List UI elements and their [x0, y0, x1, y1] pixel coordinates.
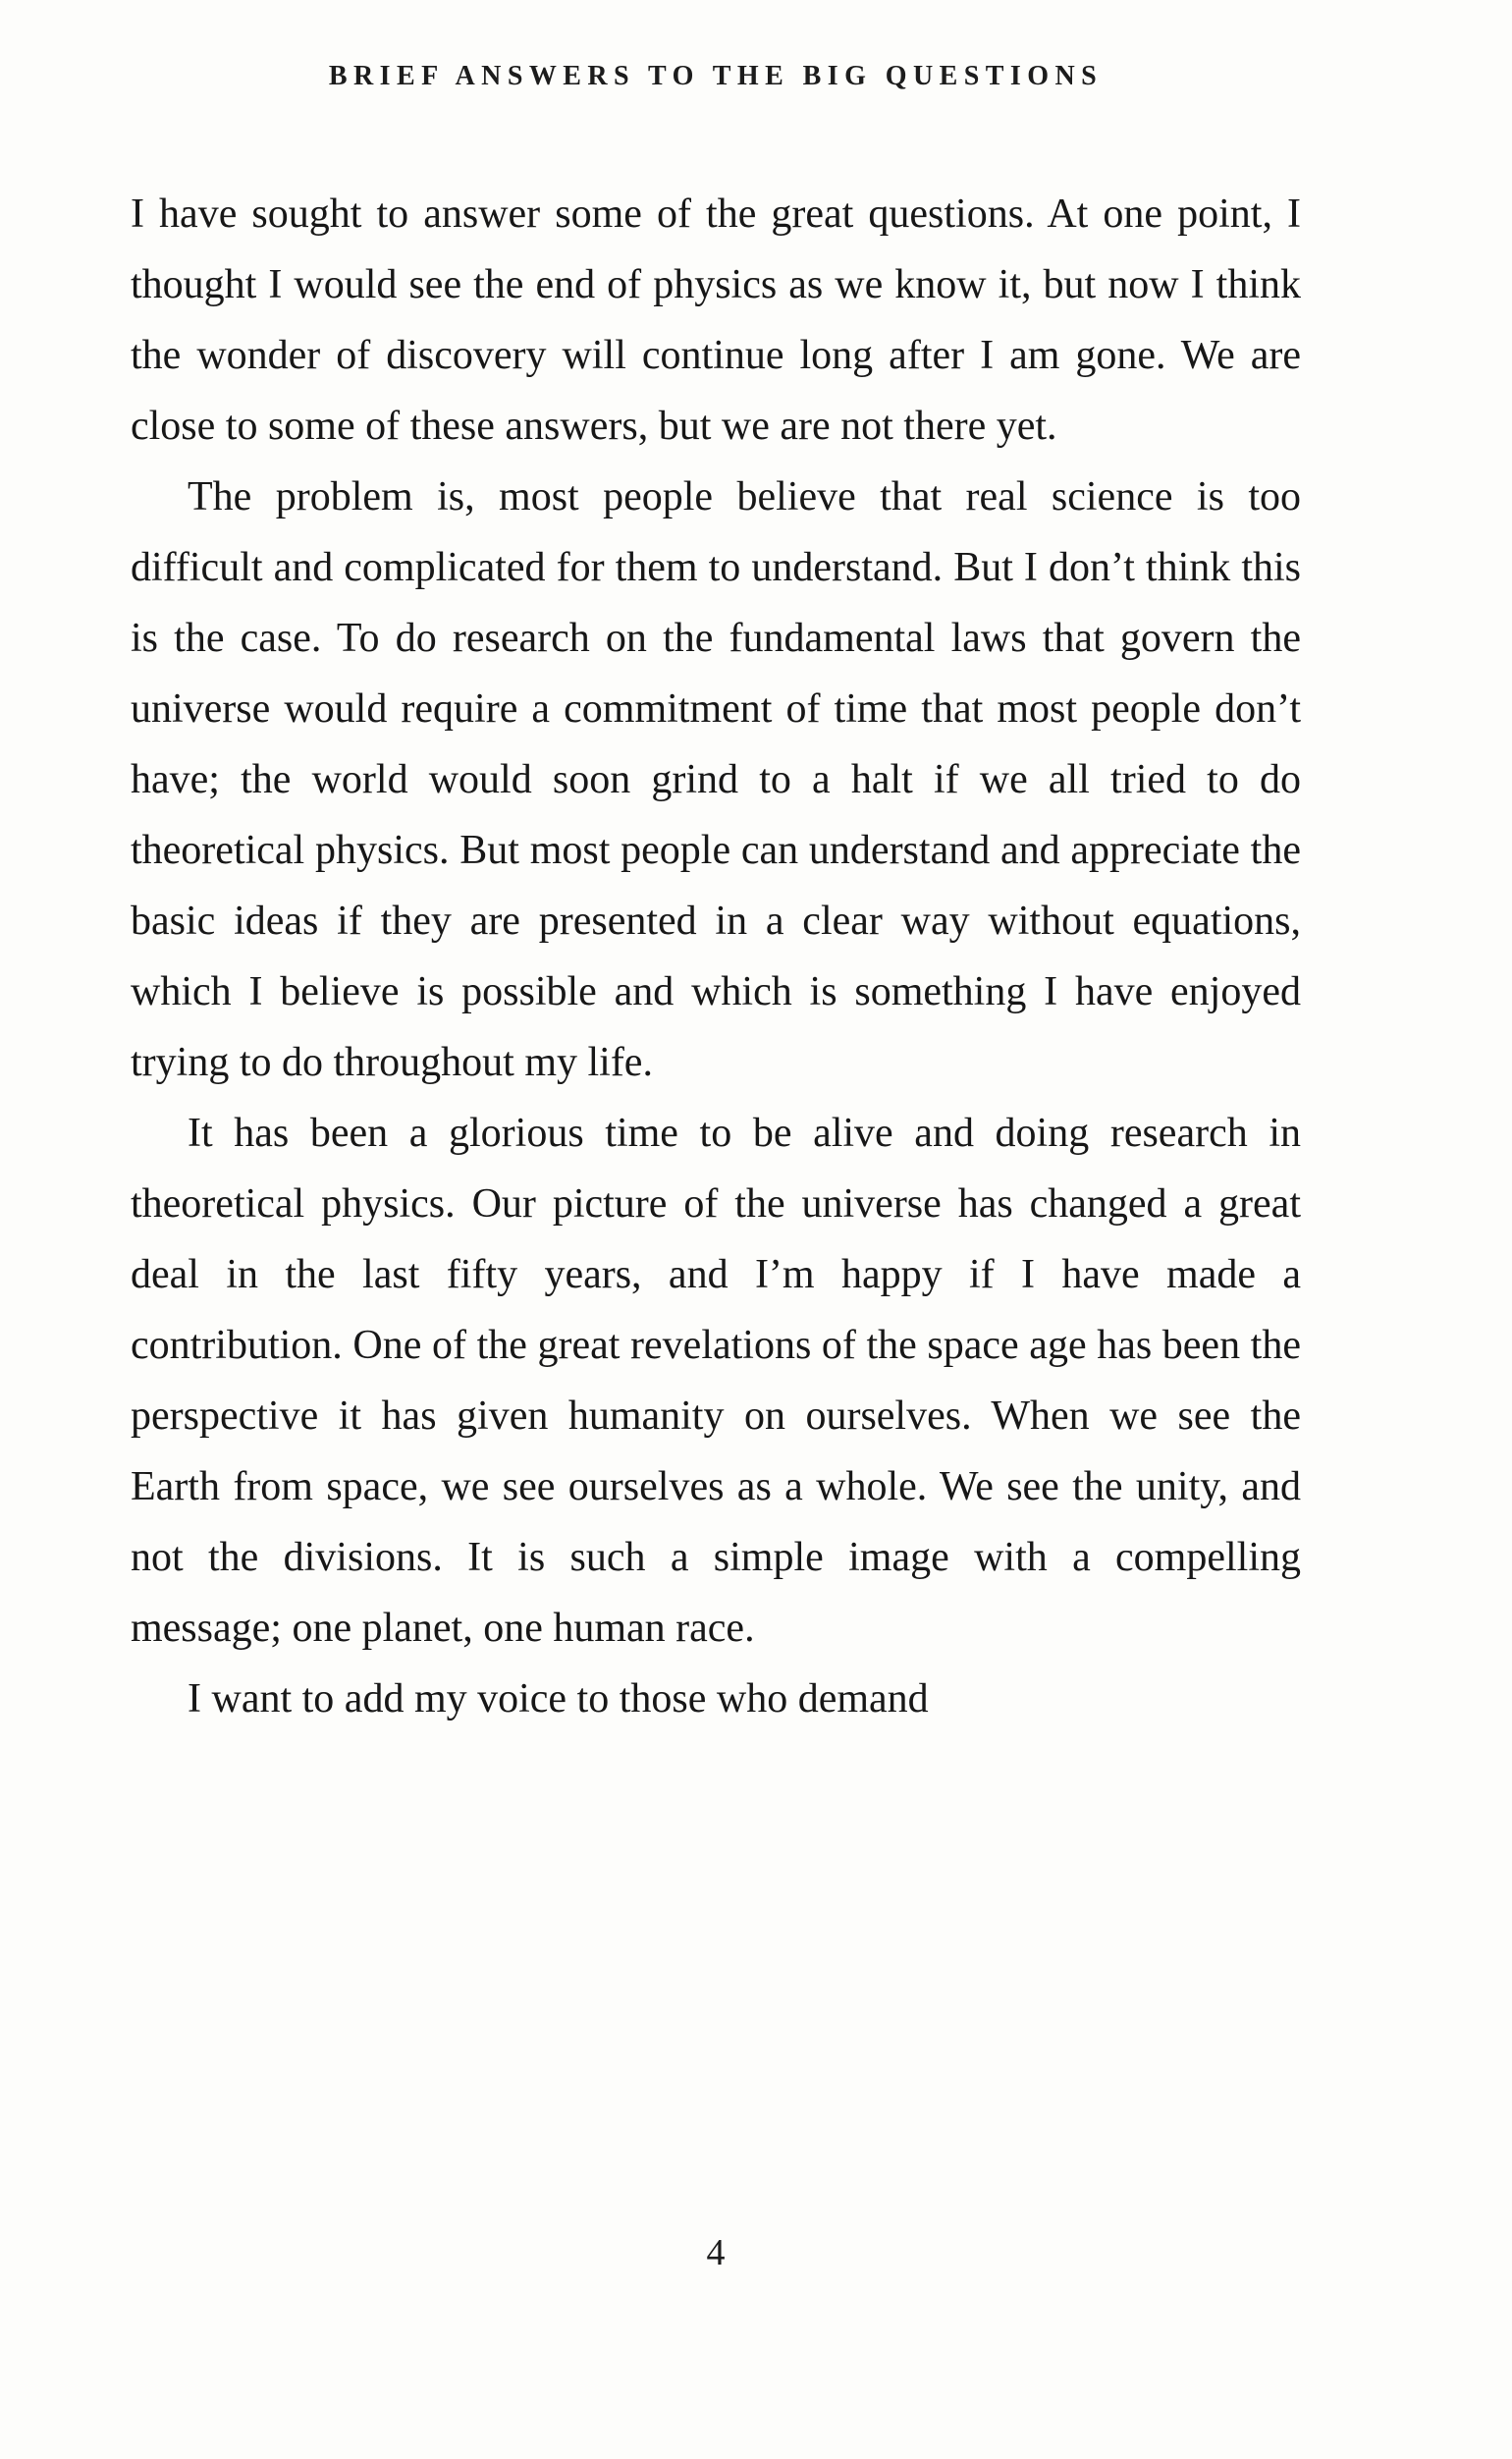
page-number: 4 [706, 2232, 726, 2273]
running-header: BRIEF ANSWERS TO THE BIG QUESTIONS [328, 61, 1104, 91]
paragraph-3: It has been a glorious time to be alive and doing research in theoretical physics. Our picture of the universe has changed a great deal in the last fifty years, and I’m happy if I have made a contribution. One of the great revelations of the space age has been the perspective it has given humanity on ourselves. When we see the Earth from space, we see ourselves as a whole. We see the unity, and not the divisions. It is such a simple image with a compelling message; one planet, one human race. [131, 1111, 1301, 1651]
paragraph-2: The problem is, most people believe that real science is too difficult and complicated for them to understand. But I don’t think this is the case. To do research on the fundamental laws that govern the universe would require a commitment of time that most people don’t have; the world would soon grind to a halt if we all tried to do theoretical physics. But most people can understand and appreciate the basic ideas if they are presented in a clear way without equations, which I believe is possible and which is something I have enjoyed trying to do throughout my life. [131, 474, 1301, 1085]
paragraph-1: I have sought to answer some of the great questions. At one point, I thought I would see the end of physics as we know it, but now I think the wonder of discovery will continue long after I am gone. We are close to some of these answers, but we are not there yet. [131, 191, 1301, 449]
text-column [131, 0, 1301, 1734]
paragraph-4: I want to add my voice to those who demand [188, 1676, 929, 1721]
body-text [131, 179, 1301, 1734]
